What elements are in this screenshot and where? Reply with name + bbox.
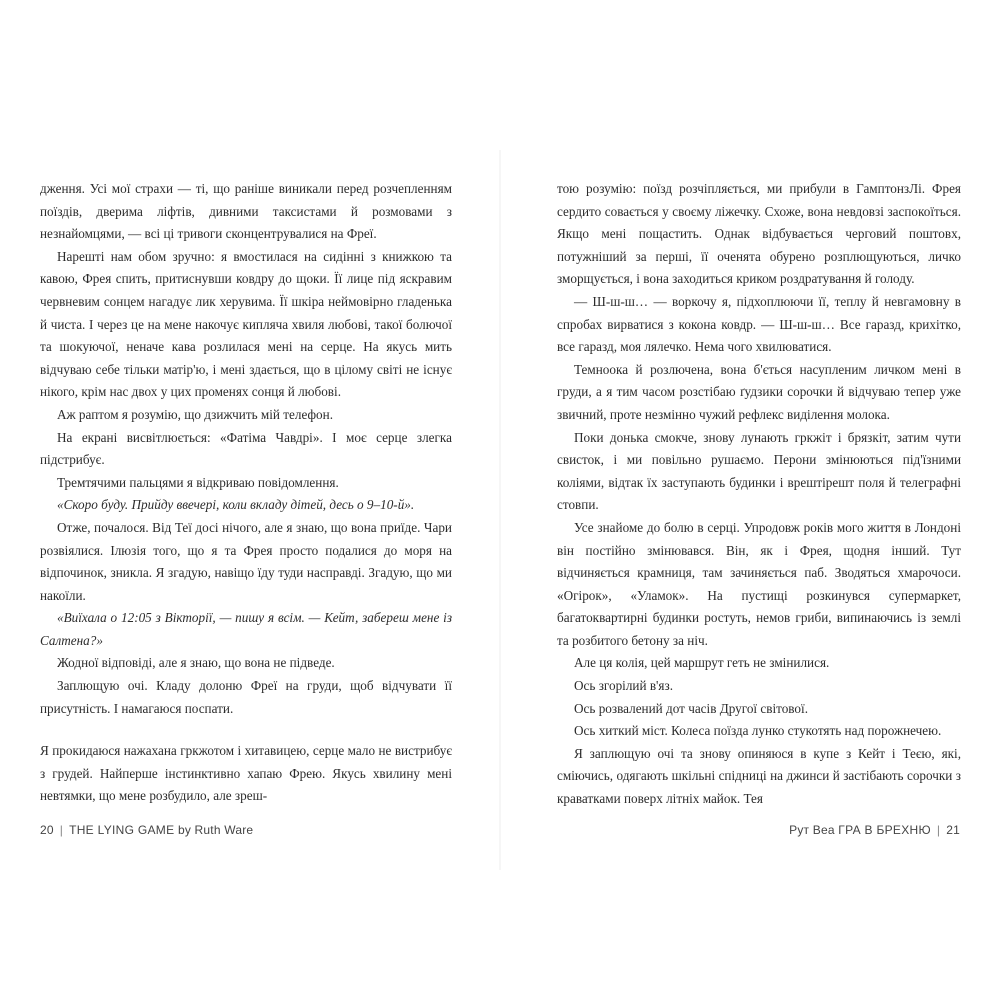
paragraph: Усе знайоме до болю в серці. Упродовж років мого життя в Лондоні він постійно змінювався. Він, як і Фрея, щодня інший. Тут відчиняється крамниця, там зачиняється паб. Зводяться хмарочоси. «Огірок», «Уламок». На пустищі розкинувся супермаркет, багатоквартирні будинки ростуть, немов гриби, випинаючись із землі та розбитого бетону за ніч. bbox=[557, 519, 961, 648]
paragraph-italic-message: «Виїхала о 12:05 з Вікторії, — пишу я всім. — Кейт, забереш мене із Салтена?» bbox=[40, 610, 452, 648]
footer-right bbox=[789, 823, 960, 837]
footer-left bbox=[40, 823, 253, 837]
paragraph: На екрані висвітлюється: «Фатіма Чавдрі». І моє серце злегка підстрибує. bbox=[40, 429, 452, 468]
page-number: 21 bbox=[946, 823, 960, 837]
footer-separator: | bbox=[936, 823, 941, 837]
paragraph: — Ш-ш-ш… — воркочу я, підхоплюючи її, теплу й невгамовну в спробах вирватися з кокона ковдр. — Ш-ш-ш… Все гаразд, крихітко, все гаразд, моя лялечко. Нема чого хвилюватися. bbox=[557, 293, 961, 355]
paragraph: Отже, почалося. Від Теї досі нічого, але я знаю, що вона приїде. Чари розвіялися. Ілюзія того, що я та Фрея просто подалися до моря на відпочинок, зникла. Я згадую, навіщо їду туди насправді. Згадую, що ми накоїли. bbox=[40, 519, 452, 603]
book-title: THE LYING GAME bbox=[69, 823, 175, 837]
paragraph: Аж раптом я розумію, що дзижчить мій телефон. bbox=[57, 406, 333, 422]
paragraph: Поки донька смокче, знову лунають гркжіт і брязкіт, затим чути свисток, і ми повільно рушаємо. Перони змінюються під'їзними коліями, відтак їх заступають будинки і врештірешт поля й телеграфні стовпи. bbox=[557, 429, 961, 513]
paragraph: Заплющую очі. Кладу долоню Фреї на груди, щоб відчувати її присутність. І намагаюся поспати. bbox=[40, 678, 452, 716]
page-number: 20 bbox=[40, 823, 54, 837]
paragraph: Темноока й розлючена, вона б'ється насупленим личком мені в груди, а я тим часом розстібаю ґудзики сорочки й відчуваю тепер уже звичний, проте незмінно чужий рефлекс виділення молока. bbox=[557, 361, 961, 422]
book-gutter bbox=[499, 150, 501, 870]
author-name: by Ruth Ware bbox=[177, 823, 254, 837]
paragraph: Жодної відповіді, але я знаю, що вона не підведе. bbox=[57, 655, 335, 671]
paragraph: тою розумію: поїзд розчіпляється, ми прибули в ГамптонзЛі. Фрея сердито совається у своєму ліжечку. Схоже, вона невдовзі заспокоїться. Якщо мені пощастить. Однак відбувається черговий поштовх, потужніший за перші, її оченята обурено розплющуються, личко зморщується, і вона заходиться криком роздратування й голоду. bbox=[557, 181, 961, 287]
paragraph: дження. Усі мої страхи — ті, що раніше виникали перед розчепленням поїздів, дверима ліфтів, дивними таксистами й розмовами з незнайомцями, — всі ці тривоги сконцентрувалися на Фреї. bbox=[40, 181, 452, 242]
paragraph: Нарешті нам обом зручно: я вмостилася на сидінні з книжкою та кавою, Фрея спить, притиснувши ковдру до щоки. Її лице під яскравим червневим сонцем нагадує лик херувима. Її шкіра неймовірно гладенька й чиста. І через це на мене накочує кипляча хвиля любові, такої болючої та шокуючої, неначе кава розлилася мені на серце. На якусь мить відчуваю себе тільки матір'ю, і мені здається, що в цілому світі не існує нікого, крім нас двох у цих променях сонця й любові. bbox=[40, 248, 452, 400]
paragraph: Тремтячими пальцями я відкриваю повідомлення. bbox=[57, 474, 339, 490]
paragraph-section-start: Я прокидаюся нажахана гркжотом і хитавицею, серце мало не вистрибує з грудей. Найперше інстинктивно хапаю Фрею. Якусь хвилину мені невтямки, що мене розбудило, але зреш- bbox=[40, 743, 452, 804]
author-name: Рут Веа bbox=[789, 823, 835, 837]
paragraph: Ось хиткий міст. Колеса поїзда лунко стукотять над порожнечею. bbox=[574, 723, 942, 739]
paragraph: Ось розвалений дот часів Другої світової. bbox=[574, 700, 808, 716]
paragraph: Ось згорілий в'яз. bbox=[574, 678, 673, 694]
paragraph-italic-message: «Скоро буду. Прийду ввечері, коли вкладу дітей, десь о 9–10-й». bbox=[57, 497, 415, 513]
book-title: ГРА В БРЕХНЮ bbox=[838, 823, 931, 837]
footer-separator: | bbox=[59, 823, 64, 837]
right-page-text bbox=[557, 178, 961, 811]
paragraph: Я заплющую очі та знову опиняюся в купе з Кейт і Теєю, які, сміючись, одягають шкільні спідниці на джинси й застібають сорочки з краватками поверх літніх майок. Тея bbox=[557, 745, 961, 807]
left-page-text bbox=[40, 178, 452, 808]
paragraph: Але ця колія, цей маршрут геть не змінилися. bbox=[574, 655, 830, 671]
